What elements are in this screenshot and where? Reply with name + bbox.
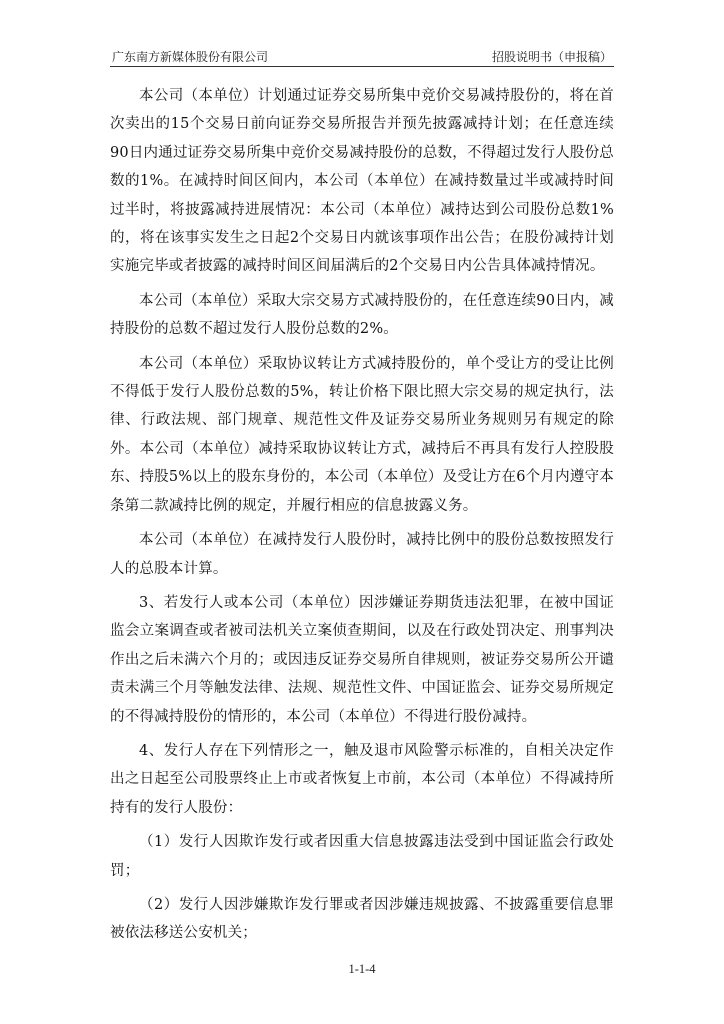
page-number: 1-1-4 xyxy=(348,962,376,976)
list-item: （1）发行人因欺诈发行或者因重大信息披露违法受到中国证监会行政处罚； xyxy=(110,834,614,879)
page-header xyxy=(110,48,614,66)
list-item: （2）发行人因涉嫌欺诈发行罪或者因涉嫌违规披露、不披露重要信息罪被依法移送公安机关； xyxy=(110,896,614,942)
header-document-title: 招股说明书（申报稿） xyxy=(491,50,612,64)
paragraph: 本公司（本单位）采取大宗交易方式减持股份的，在任意连续90日内，减持股份的总数不超过发行人股份总数的2%。 xyxy=(110,292,614,338)
paragraph: 4、发行人存在下列情形之一，触及退市风险警示标准的，自相关决定作出之日起至公司股票终止上市或者恢复上市前，本公司（本单位）不得减持所持有的发行人股份： xyxy=(110,742,614,816)
paragraph: 本公司（本单位）采取协议转让方式减持股份的，单个受让方的受让比例不得低于发行人股份总数的5%，转让价格下限比照大宗交易的规定执行，法律、行政法规、部门规章、规范性文件及证券交易所业务规则另有规定的除外。本公司（本单位）减持采取协议转让方式，减持后不再具有发行人控股股东、持股5%以上的股东身份的，本公司（本单位）及受让方在6个月内遵守本条第二款减持比例的规定，并履行相应的信息披露义务。 xyxy=(110,355,614,514)
paragraph: 3、若发行人或本公司（本单位）因涉嫌证券期货违法犯罪，在被中国证监会立案调查或者被司法机关立案侦查期间，以及在行政处罚决定、刑事判决作出之后未满六个月的；或因违反证券交易所自律规则，被证券交易所公开谴责未满三个月等触发法律、法规、规范性文件、中国证监会、证券交易所规定的不得减持股份的情形的，本公司（本单位）不得进行股份减持。 xyxy=(110,594,614,725)
header-divider xyxy=(110,66,614,67)
paragraph: 本公司（本单位）在减持发行人股份时，减持比例中的股份总数按照发行人的总股本计算。 xyxy=(110,532,614,577)
header-company-name: 广东南方新媒体股份有限公司 xyxy=(112,50,269,64)
paragraph: 本公司（本单位）计划通过证券交易所集中竞价交易减持股份的，将在首次卖出的15个交易日前向证券交易所报告并预先披露减持计划；在任意连续90日内通过证券交易所集中竞价交易减持股份的总数，不得超过发行人股份总数的1%。在减持时间区间内，本公司（本单位）在减持数量过半或减持时间过半时，将披露减持进展情况：本公司（本单位）减持达到公司股份总数1%的，将在该事实发生之日起2个交易日内就该事项作出公告；在股份减持计划实施完毕或者披露的减持时间区间届满后的2个交易日内公告具体减持情况。 xyxy=(110,88,614,275)
document-body xyxy=(110,82,614,954)
